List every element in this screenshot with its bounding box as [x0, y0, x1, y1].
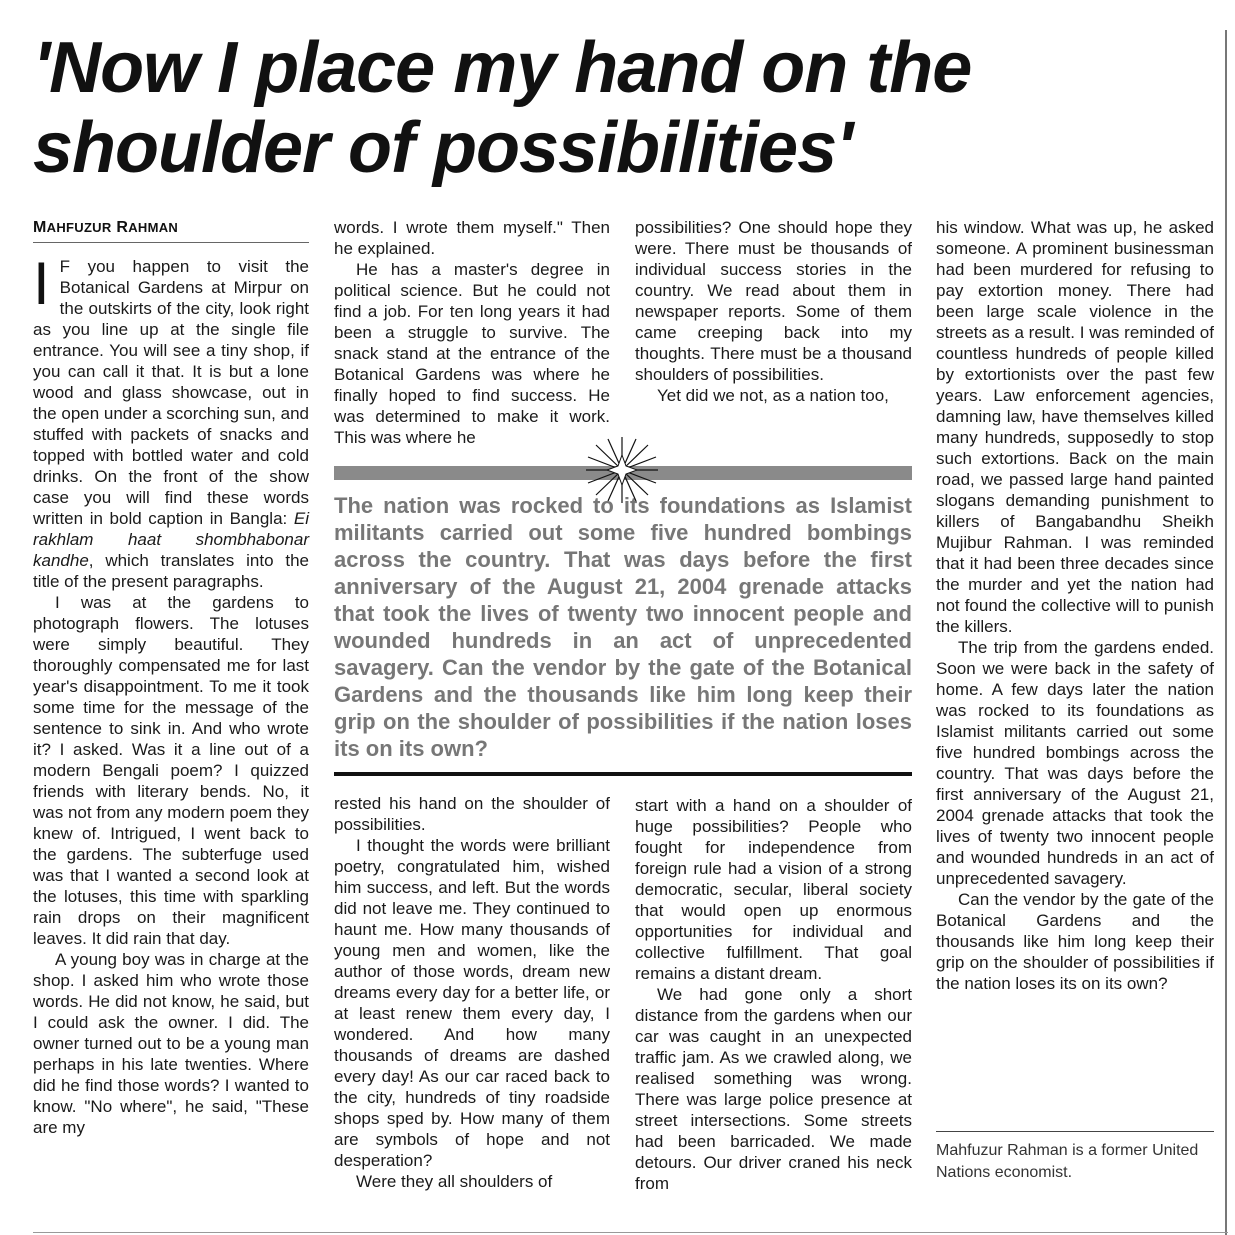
- drop-cap: I: [33, 250, 50, 317]
- headline-line-1: 'Now I place my hand on the: [33, 28, 972, 108]
- paragraph: He has a master's degree in political science. But he could not find a job. For ten long years it had been a struggle to survive. The snack stand at the entrance of the Botanical Gardens was where he finally hoped to find success. He was determined to make it work. This was where he: [334, 260, 610, 447]
- author-bio: Mahfuzur Rahman is a former United Nations economist.: [936, 1131, 1214, 1184]
- headline-line-2: shoulder of possibilities': [33, 108, 853, 188]
- paragraph: I was at the gardens to photograph flowers. The lotuses were simply beautiful. They thoroughly compensated me for last year's disappointment. To me it took some time for the message of the sentence to sink in. And who wrote it? I asked. Was it a line out of a modern Bengali poem? I quizzed friends with literary bends. No, it was not from any modern poem they knew of. Intrigued, I went back to the gardens. The subterfuge used was that I wanted a second look at the lotuses, this time with sparkling rain drops on their magnificent leaves. It did rain that day.: [33, 593, 309, 948]
- paragraph: rested his hand on the shoulder of possibilities.: [334, 794, 610, 834]
- paragraph: words. I wrote them myself." Then he explained.: [334, 218, 610, 258]
- paragraph: Were they all shoulders of: [356, 1172, 553, 1191]
- article-column-3-top: [635, 217, 912, 406]
- article-column-2-bottom: [334, 793, 610, 1192]
- paragraph: Can the vendor by the gate of the Botanical Gardens and the thousands like him long keep their grip on the shoulder of possibilities if the nation loses its on its own?: [936, 890, 1214, 993]
- article-column-3-bottom: [635, 795, 912, 1194]
- headline: [33, 28, 1183, 188]
- paragraph: his window. What was up, he asked someone. A prominent businessman had been murdered for refusing to pay extortion money. There had been large scale violence in the streets as a result. I was reminded of countless hundreds of people killed by extortionists over the past few years. Law enforcement agencies, damning law, have themselves killed many hundreds, supposedly to stop such extortions. Back on the main road, we passed large hand painted slogans demanding punishment to killers of Bangabandhu Sheikh Mujibur Rahman. I was reminded that it had been three decades since the murder and yet the nation had not found the collective will to punish the killers.: [936, 218, 1214, 636]
- starburst-icon: [582, 435, 662, 505]
- article-column-1: [33, 250, 309, 1138]
- paragraph: I thought the words were brilliant poetry, congratulated him, wished him success, and left. But the words did not leave me. They continued to haunt me. How many thousands of young men and women, like the author of those words, dream new dreams every day for a better life, or at least renew them every day, I wondered. And how many thousands of dreams are dashed every day! As our car raced back to the city, hundreds of tiny roadside shops sped by. How many of them are symbols of hope and not desperation?: [334, 836, 610, 1170]
- paragraph: We had gone only a short distance from the gardens when our car was caught in an unexpected traffic jam. As we crawled along, we realised something was wrong. There was large police presence at street intersections. Some streets had been barricaded. We made detours. Our driver craned his neck from: [635, 985, 912, 1193]
- paragraph: A young boy was in charge at the shop. I asked him who wrote those words. He did not know, he said, but I could ask the owner. I did. The owner turned out to be a young man perhaps in his late twenties. Where did he find those words? I wanted to know. "No where", he said, "These are my: [33, 950, 309, 1137]
- paragraph: possibilities? One should hope they were. There must be thousands of individual success stories in the country. We read about them in newspaper reports. Some of them came creeping back into my thoughts. There must be a thousand shoulders of possibilities.: [635, 218, 912, 384]
- pull-quote-text: The nation was rocked to its foundations as Islamist militants carried out some five hundred bombings across the country. That was days before the first anniversary of the August 21, 2004 grenade attacks that took the lives of twenty two innocent people and wounded hundreds in an act of unprecedented savagery. Can the vendor by the gate of the Botanical Gardens and the thousands like him long keep their grip on the shoulder of possibilities if the nation loses its on its own?: [334, 493, 912, 761]
- paragraph: I F you happen to visit the Botanical Gardens at Mirpur on the outskirts of the city, look right as you line up at the single file entrance. You will see a tiny shop, if you can call it that. It is but a lone wood and glass showcase, out in the open under a scorching sun, and stuffed with packets of snacks and topped with bottled water and cold drinks. On the front of the show case you will find these words written in bold caption in Bangla: Ei rakhlam haat shombhabonar kandhe, which translates into the title of the present paragraphs.: [33, 250, 309, 591]
- pull-quote: [334, 466, 912, 776]
- byline: MAHFUZUR RAHMAN: [33, 219, 309, 243]
- article-column-2-top: [334, 217, 610, 448]
- page-rule-bottom: [33, 1232, 1228, 1233]
- paragraph: Yet did we not, as a nation too,: [657, 386, 889, 405]
- pull-quote-bar-bottom: [334, 772, 912, 776]
- paragraph: The trip from the gardens ended. Soon we were back in the safety of home. A few days later the nation was rocked to its foundations as Islamist militants carried out some five hundred bombings across the country. That was days before the first anniversary of the August 21, 2004 grenade attacks that took the lives of twenty two innocent people and wounded hundreds in an act of unprecedented savagery.: [936, 638, 1214, 888]
- column-rule-right: [1225, 30, 1227, 1235]
- article-column-4: [936, 217, 1214, 994]
- paragraph: start with a hand on a shoulder of huge possibilities? People who fought for independence from foreign rule had a vision of a strong democratic, secular, liberal society that would open up enormous opportunities for individual and collective fulfillment. That goal remains a distant dream.: [635, 796, 912, 983]
